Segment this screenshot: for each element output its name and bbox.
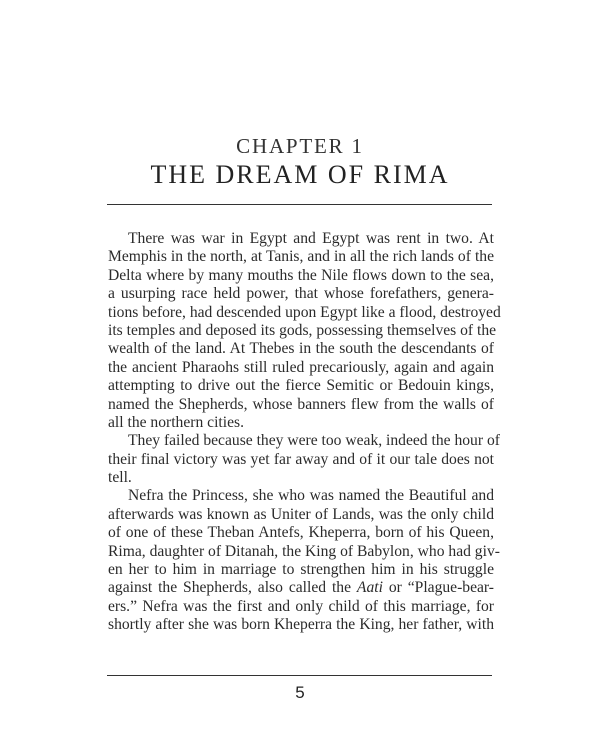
text-line [108, 579, 494, 597]
text-segment: against the Shepherds, also called the [108, 579, 357, 597]
text-line: afterwards was known as Uniter of Lands, was the only child [108, 505, 494, 523]
text-line: tions before, had descended upon Egypt like a flood, destroyed [108, 303, 501, 321]
text-line: Rima, daughter of Ditanah, the King of Babylon, who had giv- [108, 542, 500, 560]
text-segment: Nefra was the first and only child of this marriage, for [142, 597, 494, 615]
text-line: its temples and deposed its gods, possessing themselves of the [108, 321, 497, 339]
text-line: wealth of the land. At Thebes in the south the descendants of [108, 340, 494, 358]
text-line: their final victory was yet far away and of it our tale does not [108, 450, 494, 468]
text-line: tell. [108, 469, 132, 487]
text-line: the ancient Pharaohs still ruled precariously, again and again [108, 358, 494, 376]
text-line: all the northern cities. [108, 413, 244, 431]
text-line: Delta where by many mouths the Nile flows down to the sea, [108, 266, 494, 284]
chapter-number: CHAPTER 1 [236, 134, 364, 158]
bottom-divider [107, 675, 492, 676]
text-line: Nefra the Princess, she who was named the Beautiful and [128, 487, 494, 505]
top-divider [107, 204, 492, 205]
text-line: There was war in Egypt and Egypt was rent in two. At [128, 230, 494, 247]
text-line: en her to him in marriage to strengthen him in his struggle [108, 561, 494, 579]
text-line: shortly after she was born Kheperra the King, her father, with [108, 616, 494, 634]
chapter-title: THE DREAM OF RIMA [150, 160, 450, 189]
chapter-body-text [108, 230, 501, 635]
text-line [108, 598, 494, 616]
text-line: Memphis in the north, at Tanis, and in all the rich lands of the [108, 248, 494, 266]
text-line: They failed because they were too weak, indeed the hour of [128, 432, 500, 450]
text-line: attempting to drive out the fierce Semitic or Bedouin kings, [108, 377, 494, 395]
text-line: a usurping race held power, that whose forefathers, genera- [108, 285, 494, 303]
text-segment: or “Plague-bear- [382, 579, 494, 597]
text-line: of one of these Theban Antefs, Kheperra, born of his Queen, [108, 524, 494, 542]
page-number: 5 [295, 683, 305, 702]
text-line: named the Shepherds, whose banners flew from the walls of [108, 395, 494, 413]
italic-term: Aati [356, 579, 383, 597]
text-segment: ers.” [108, 597, 138, 615]
